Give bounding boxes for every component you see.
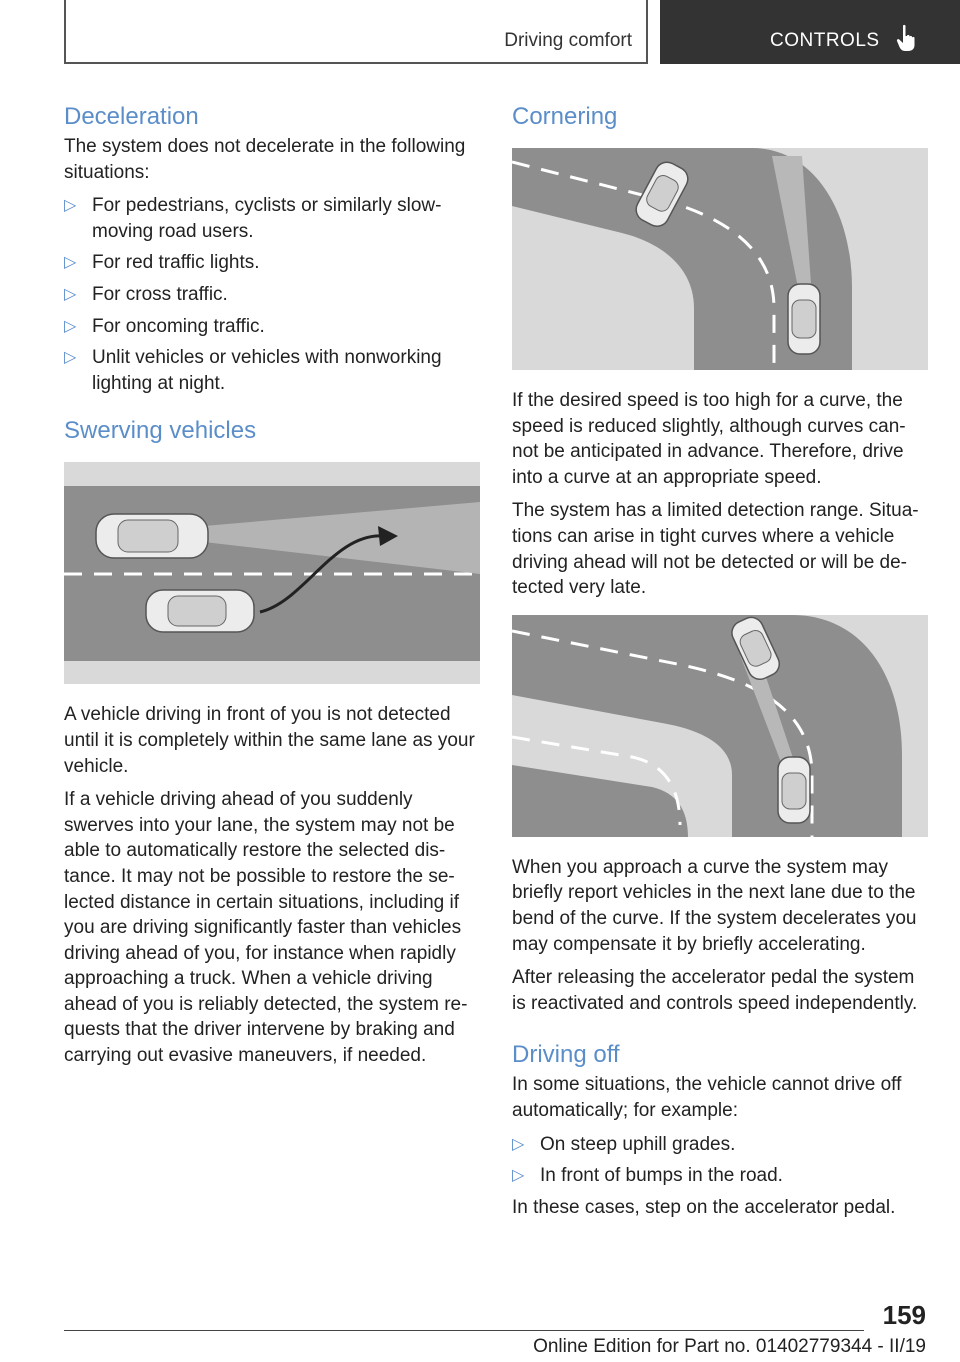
deceleration-heading: Deceleration — [64, 103, 199, 130]
driving-off-list — [512, 1132, 928, 1189]
cornering-paragraph-1: If the desired speed is too high for a curve, the speed is reduced slightly, although curves can-not be anticipated in advance. Therefore, drive into a curve at an appropriate speed. — [512, 390, 906, 488]
driving-off-outro: In these cases, step on the accelerator pedal. — [512, 1196, 896, 1218]
driving-off-heading: Driving off — [512, 1041, 620, 1069]
cornering-heading: Cornering — [512, 103, 618, 130]
cornering-paragraph-3: When you approach a curve the system may briefly report vehicles in the next lane due to the bend of the curve. If the system decelerates you may compensate it by briefly accelerating. — [512, 856, 917, 955]
triangle-bullet-icon: ▷ — [64, 317, 77, 335]
footer-divider — [64, 1330, 864, 1331]
list-item: ▷ On steep uphill grades. — [512, 1132, 928, 1158]
swerving-paragraph-2: If a vehicle driving ahead of you suddenly swerves into your lane, the system may not be able to automatically restore the selected dis-tance. It may not be possible to restore the se-lected distance in certain situations, including if you are driving significantly faster than vehicles driving ahead of you, for instance when rapidly approaching a truck. When a vehicle driving ahead of you is reliably detected, the system re-quests that the driver intervene by braking and carrying out evasive maneuvers, if needed. — [64, 789, 468, 1067]
triangle-bullet-icon: ▷ — [64, 254, 77, 272]
deceleration-list — [64, 193, 482, 396]
car-ahead — [96, 514, 208, 558]
pointing-hand-icon — [896, 24, 918, 52]
cornering-paragraph-2: The system has a limited detection range. Situa-tions can arise in tight curves where a vehicle driving ahead will not be detected or will be de-tected very late. — [512, 500, 919, 599]
header-section-title: Driving comfort — [504, 30, 632, 51]
header-chapter-box — [660, 0, 960, 64]
swerving-heading: Swerving vehicles — [64, 417, 257, 445]
right-column — [512, 100, 928, 1228]
swerving-vehicles-illustration — [64, 462, 480, 684]
left-column — [64, 100, 482, 1077]
triangle-bullet-icon: ▷ — [64, 197, 77, 215]
cornering-illustration-1 — [512, 148, 928, 370]
triangle-bullet-icon: ▷ — [512, 1167, 525, 1185]
triangle-bullet-icon: ▷ — [512, 1135, 525, 1153]
cornering-paragraph-4: After releasing the accelerator pedal the system is reactivated and controls speed independently. — [512, 967, 918, 1014]
header-section-box — [64, 0, 648, 64]
deceleration-intro: The system does not decelerate in the following situations: — [64, 136, 466, 183]
driving-off-intro: In some situations, the vehicle cannot drive off automatically; for example: — [512, 1074, 902, 1121]
swerving-paragraph-1: A vehicle driving in front of you is not detected until it is completely within the same lane as your vehicle. — [64, 704, 475, 777]
header-chapter-title: CONTROLS — [770, 30, 880, 51]
triangle-bullet-icon: ▷ — [64, 285, 77, 303]
cornering-illustration-2 — [512, 615, 928, 837]
page-number: 159 — [882, 1300, 926, 1330]
list-item: ▷ For cross traffic. — [64, 282, 482, 308]
list-item: ▷ In front of bumps in the road. — [512, 1163, 928, 1189]
car-swerving — [146, 590, 254, 632]
list-item: ▷ For red traffic lights. — [64, 250, 482, 276]
triangle-bullet-icon: ▷ — [64, 349, 77, 367]
footer-edition: Online Edition for Part no. 01402779344 - II/19 — [533, 1336, 926, 1357]
list-item: ▷ For oncoming traffic. — [64, 314, 482, 340]
list-item: ▷ For pedestrians, cyclists or similarly slow-moving road users. — [64, 195, 442, 242]
list-item: ▷ Unlit vehicles or vehicles with nonworking lighting at night. — [64, 347, 442, 394]
